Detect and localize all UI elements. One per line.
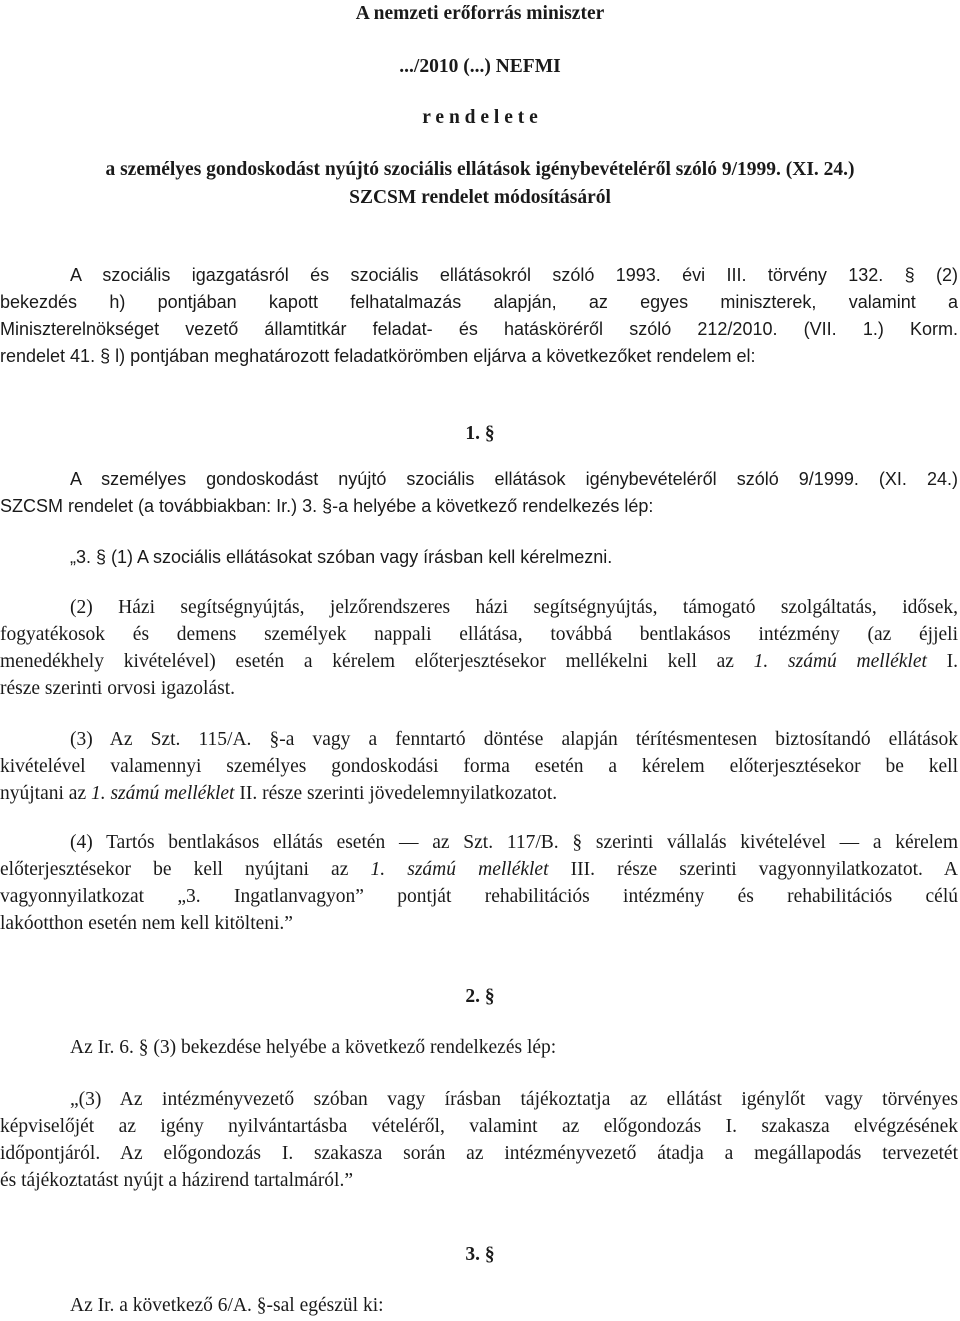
- paragraph-line: [0, 780, 958, 807]
- paragraph-line: vagyonnyilatkozat „3. Ingatlanvagyon” pontját rehabilitációs intézmény és rehabilitációs célú: [0, 886, 958, 907]
- amendment-paragraph-2: [0, 594, 958, 702]
- paragraph-line: [0, 648, 958, 675]
- intro-line: Az Ir. 6. § (3) bekezdése helyébe a következő rendelkezés lép:: [70, 1037, 557, 1058]
- preamble-line: rendelet 41. § l) pontjában meghatározott feladatkörömben eljárva a következőket rendelem el:: [0, 346, 756, 366]
- decree-title-line-1: a személyes gondoskodást nyújtó szociális ellátások igénybevételéről szóló 9/1999. (XI. 24.): [105, 159, 855, 180]
- text-segment: nyújtani az: [0, 783, 87, 804]
- annex-reference: 1. számú melléklet: [90, 783, 235, 804]
- amendment-paragraph-4: [0, 829, 958, 937]
- intro-line: Az Ir. a következő 6/A. §-sal egészül ki:: [70, 1295, 384, 1316]
- text-segment: I.: [946, 651, 959, 672]
- paragraph-line: fogyatékosok és demens személyek nappali ellátása, továbbá bentlakásos intézmény (az éjjeli: [0, 624, 958, 645]
- annex-reference: 1. számú melléklet: [753, 651, 927, 672]
- paragraph-line: időpontjáról. Az előgondozás I. szakasza során az intézményvezető átadja a megállapodás tervezetét: [0, 1143, 958, 1164]
- section-1-heading: 1. §: [465, 423, 495, 444]
- decree-title-line-2: SZCSM rendelet módosításáról: [349, 187, 611, 208]
- paragraph-text: „3. § (1) A szociális ellátásokat szóban vagy írásban kell kérelmezni.: [70, 547, 613, 567]
- preamble-line: Miniszterelnökséget vezető államtitkár feladat- és hatásköréről szóló 212/2010. (VII. 1.) Korm.: [0, 319, 958, 339]
- text-segment: előterjesztésekor be kell nyújtani az: [0, 859, 349, 880]
- text-segment: II. része szerinti jövedelemnyilatkozatot.: [239, 783, 558, 804]
- preamble-line: bekezdés h) pontjában kapott felhatalmazás alapján, az egyes miniszterek, valamint a: [0, 292, 958, 312]
- paragraph-line: (4) Tartós bentlakásos ellátás esetén — az Szt. 117/B. § szerinti vállalás kivételével — a kérelem: [70, 832, 958, 853]
- text-segment: menedékhely kivételével) esetén a kérelem előterjesztésekor mellékelni kell az: [0, 651, 734, 672]
- paragraph-line: képviselőjét az igény nyilvántartásba vételéről, valamint az előgondozás I. szakasza elvégzésének: [0, 1116, 958, 1137]
- intro-line: A személyes gondoskodást nyújtó szociális ellátások igénybevételéről szóló 9/1999. (XI. 24.): [70, 469, 958, 489]
- paragraph-line: és tájékoztatást nyújt a házirend tartalmáról.”: [0, 1170, 354, 1191]
- decree-number: .../2010 (...) NEFMI: [399, 56, 561, 77]
- paragraph-line: (3) Az Szt. 115/A. §-a vagy a fenntartó döntése alapján térítésmentesen biztosítandó ellátások: [70, 729, 958, 750]
- section-3-intro: [0, 1292, 958, 1319]
- amendment-paragraph-1: [0, 544, 958, 571]
- paragraph-line: lakóotthon esetén nem kell kitölteni.”: [0, 913, 293, 934]
- section-2-intro: [0, 1034, 958, 1061]
- preamble-line: A szociális igazgatásról és szociális ellátásokról szóló 1993. évi III. törvény 132. § (2): [70, 265, 958, 285]
- paragraph-line: [0, 856, 958, 883]
- minister-title: A nemzeti erőforrás miniszter: [355, 3, 605, 24]
- text-segment: III. része szerinti vagyonnyilatkozatot. A: [570, 859, 958, 880]
- section-2-heading: 2. §: [465, 986, 495, 1007]
- section-3-heading: 3. §: [465, 1244, 495, 1265]
- section-1-intro: [0, 466, 958, 520]
- preamble: [0, 262, 958, 370]
- decree-type: r e n d e l e t e: [422, 107, 538, 128]
- amendment-paragraph-3: [0, 726, 958, 807]
- paragraph-line: része szerinti orvosi igazolást.: [0, 678, 235, 699]
- annex-reference: 1. számú melléklet: [370, 859, 549, 880]
- paragraph-line: kivételével valamennyi személyes gondoskodási forma esetén a kérelem előterjesztésekor be kell: [0, 756, 958, 777]
- section-2-amendment: [0, 1086, 958, 1194]
- paragraph-line: (2) Házi segítségnyújtás, jelzőrendszeres házi segítségnyújtás, támogató szolgáltatás, idősek,: [70, 597, 958, 618]
- intro-line: SZCSM rendelet (a továbbiakban: Ir.) 3. §-a helyébe a következő rendelkezés lép:: [0, 496, 654, 516]
- paragraph-line: „(3) Az intézményvezető szóban vagy írásban tájékoztatja az ellátást igénylőt vagy törvényes: [70, 1089, 958, 1110]
